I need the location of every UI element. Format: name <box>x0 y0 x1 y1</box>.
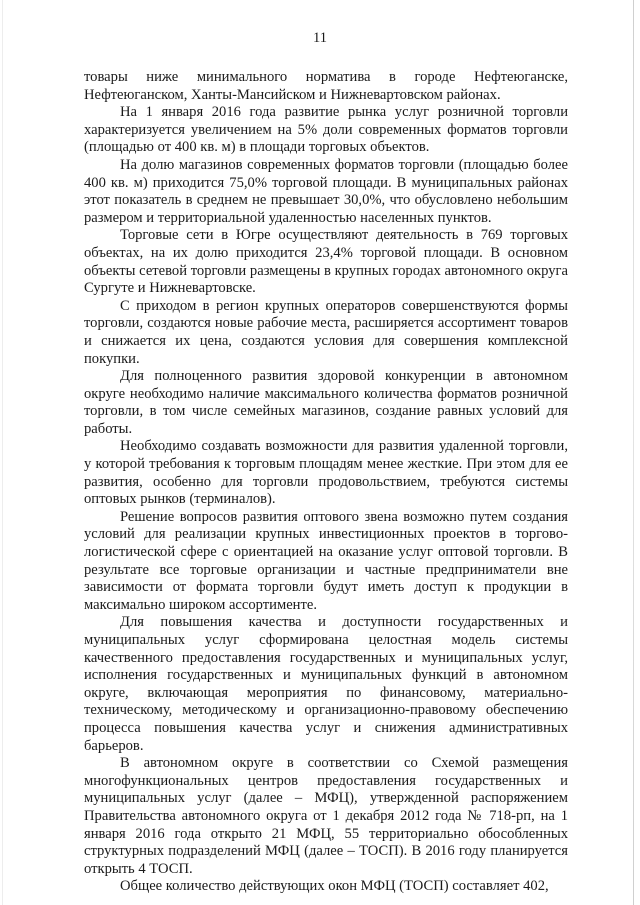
document-body <box>84 69 568 896</box>
page-number: 11 <box>313 30 327 46</box>
paragraph-retail-modern-formats-growth: На 1 января 2016 года развитие рынка услуг розничной торговли характеризуется увеличением на 5% доли современных форматов торговли (площадью от 400 кв. м) в площади торговых объектов. <box>84 104 568 156</box>
paragraph-mfc-network: В автономном округе в соответствии со Схемой размещения многофункциональных центров предоставления государственных и муниципальных услуг (далее – МФЦ), утвержденной распоряжением Правительства автономного округа от 1 декабря 2012 года № 718-рп, на 1 января 2016 года открыто 21 МФЦ, 55 территориально обособленных структурных подразделений МФЦ (далее – ТОСП). В 2016 году планируется открыть 4 ТОСП. <box>84 755 568 877</box>
paragraph-retail-chains: Торговые сети в Югре осуществляют деятельность в 769 торговых объектах, на их долю приходится 23,4% торговой площади. В основном объекты сетевой торговли размещены в крупных городах автономного округа Сургуте и Нижневартовске. <box>84 227 568 297</box>
paragraph-remote-trade: Необходимо создавать возможности для развития удаленной торговли, у которой требования к торговым площадям менее жесткие. При этом для ее развития, особенно для торговли продовольствием, требуются системы оптовых рынков (терминалов). <box>84 438 568 508</box>
paragraph-continuation: товары ниже минимального норматива в городе Нефтеюганске, Нефтеюганском, Ханты-Мансийском и Нижневартовском районах. <box>84 69 568 103</box>
paragraph-wholesale: Решение вопросов развития оптового звена возможно путем создания условий для реализации крупных инвестиционных проектов в торгово-логистической сфере с ориентацией на оказание услуг оптовой торговли. В результате все торговые организации и частные предприниматели вне зависимости от формата торговли будут иметь доступ к продукции в максимально широком ассортименте. <box>84 508 568 613</box>
paragraph-modern-formats-share: На долю магазинов современных форматов торговли (площадью более 400 кв. м) приходится 75,0% торговой площади. В муниципальных районах этот показатель в среднем не превышает 30,0%, что обусловлено небольшим размером и территориальной удаленностью населенных пунктов. <box>84 156 568 226</box>
paragraph-large-operators: С приходом в регион крупных операторов совершенствуются формы торговли, создаются новые рабочие места, расширяется ассортимент товаров и снижается их цена, создаются условия для совершения комплексной покупки. <box>84 297 568 367</box>
paragraph-mfc-windows: Общее количество действующих окон МФЦ (ТОСП) составляет 402, <box>120 878 549 895</box>
paragraph-public-services-quality: Для повышения качества и доступности государственных и муниципальных услуг сформирована целостная модель системы качественного предоставления государственных и муниципальных услуг, исполнения государственных и муниципальных функций в автономном округе, включающая мероприятия по финансовому, материально-техническому, методическому и организационно-правовому обеспечению процесса повышения качества услуг и снижения административных барьеров. <box>84 614 568 754</box>
paragraph-competition: Для полноценного развития здоровой конкуренции в автономном округе необходимо наличие максимального количества форматов розничной торговли, в том числе семейных магазинов, создание равных условий для работы. <box>84 368 568 437</box>
scan-edge-right <box>633 0 634 905</box>
scan-edge-left <box>2 0 3 905</box>
